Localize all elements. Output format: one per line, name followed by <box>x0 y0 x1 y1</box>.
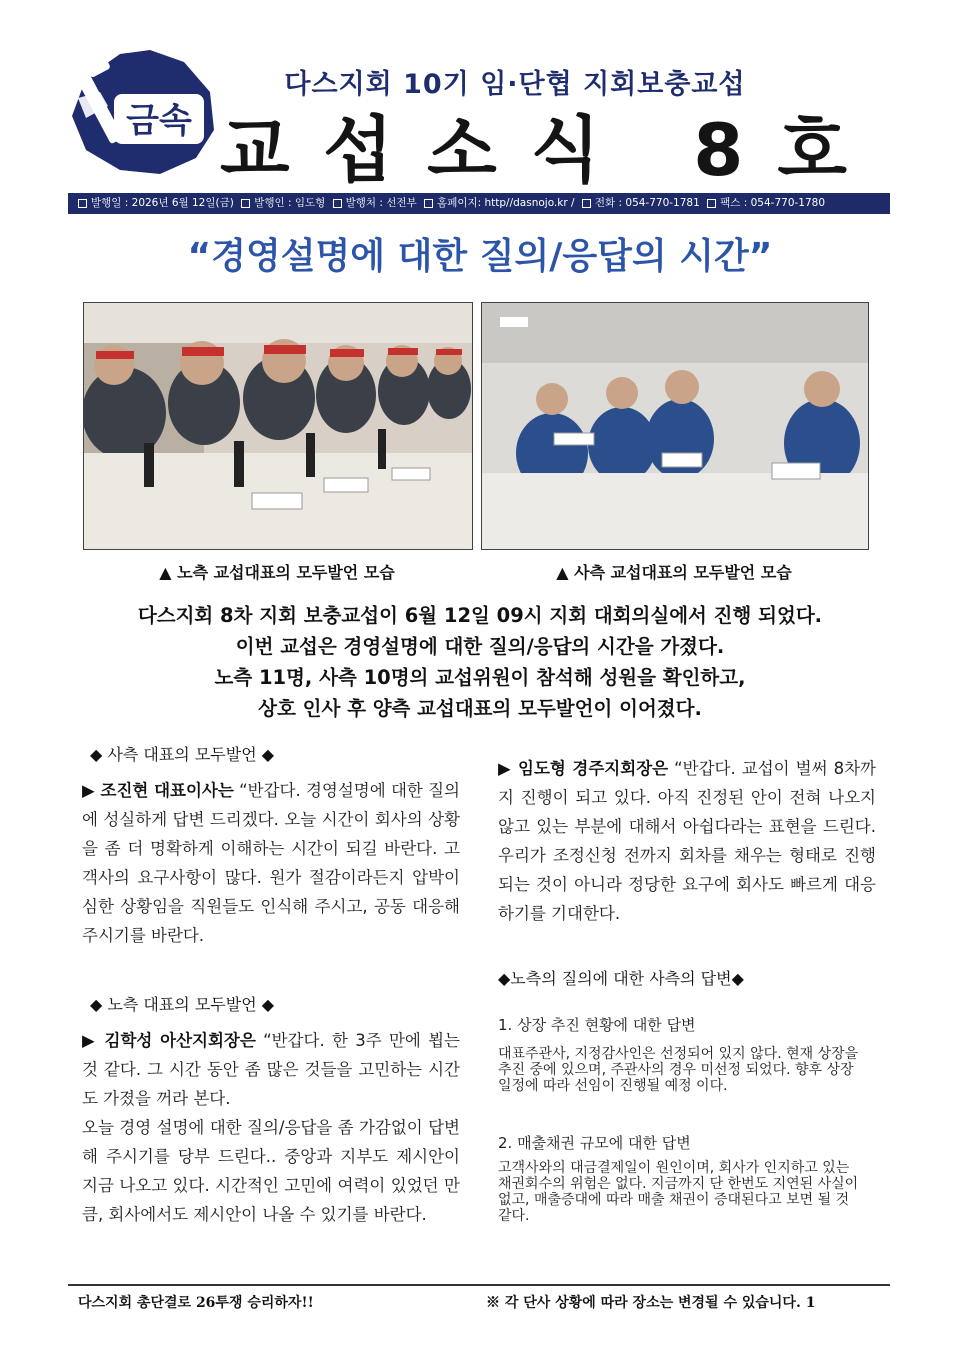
company-speaker: ▶ 조진현 대표이사는 <box>82 781 234 800</box>
logo-text: 금속 <box>126 101 192 141</box>
intro-line: 다스지회 8차 지회 보충교섭이 6월 12일 09시 지회 대회의실에서 진행 되었다. <box>137 604 823 627</box>
company-remarks-text: “반갑다. 경영설명에 대한 질의에 성실하게 답변 드리겠다. 오늘 시간이 회사의 상황을 좀 더 명확하게 이해하는 시간이 되길 바란다. 고객사의 요구사항이 많다. 원가 절감이라든지 압박이 심한 상황임을 직원들도 인식해 주시고, 공동 대응해 주시기를 바란다. <box>82 781 460 945</box>
gyeongju-remarks <box>498 754 876 928</box>
headline: “경영설명에 대한 질의/응답의 시간” <box>187 236 773 277</box>
gyeongju-remarks-text: “반갑다. 교섭이 벌써 8차까지 진행이 되고 있다. 아직 진정된 안이 전혀 나오지 않고 있는 부분에 대해서 아쉽다라는 표현을 드린다. 우리가 조정신청 전까지 회차를 채우는 형태로 진행되는 것이 아니라 정당한 요구에 회사도 빠르게 대응하기를 기대한다. <box>498 759 876 923</box>
intro-paragraph <box>60 600 900 724</box>
intro-line: 이번 교섭은 경영설명에 대한 질의/응답의 시간을 가졌다. <box>235 635 725 658</box>
publication-info-bar <box>68 193 890 214</box>
square-bullet-icon <box>241 199 250 208</box>
company-representatives-photo <box>481 302 869 550</box>
company-remarks-heading: ◆ 사측 대표의 모두발언 ◆ <box>90 745 275 764</box>
page-number: 1 <box>805 1295 816 1311</box>
issuing-department: 발행처 : 선전부 <box>345 197 417 209</box>
intro-line: 상호 인사 후 양측 교섭대표의 모두발언이 이어졌다. <box>258 697 702 720</box>
newsletter-title: 교섭소식 8호 <box>220 108 881 192</box>
union-remarks-heading: ◆ 노측 대표의 모두발언 ◆ <box>90 995 275 1014</box>
union-representatives-photo <box>83 302 473 550</box>
footer-notice <box>486 1292 815 1312</box>
square-bullet-icon <box>707 199 716 208</box>
fax: 팩스 : 054-770-1780 <box>720 197 826 209</box>
union-photo-caption: ▲ 노측 교섭대표의 모두발언 모습 <box>159 563 395 582</box>
question-2: 2. 매출채권 규모에 대한 답변 <box>498 1134 691 1152</box>
question-1: 1. 상장 추진 현황에 대한 답변 <box>498 1016 696 1034</box>
union-speaker: ▶ 김학성 아산지회장은 <box>82 1031 256 1050</box>
footer-divider <box>68 1284 890 1286</box>
square-bullet-icon <box>424 199 433 208</box>
gyeongju-speaker: ▶ 임도형 경주지회장은 <box>498 759 669 778</box>
square-bullet-icon <box>333 199 342 208</box>
union-logo <box>68 46 218 178</box>
union-remarks-text-2: 오늘 경영 설명에 대한 질의/응답을 좀 가감없이 답변해 주시기를 당부 드린다.. 중앙과 지부도 제시안이 지금 나오고 있다. 시간적인 고민에 여력이 있었던 만큼, 회사에서도 제시안이 나올 수 있기를 바란다. <box>82 1118 460 1224</box>
answer-2: 고객사와의 대금결제일이 원인이며, 회사가 인지하고 있는 채권회수의 위험은 없다. 지금까지 단 한번도 지연된 사실이 없고, 매출증대에 따라 매출 채권이 증대된다고 보면 될 것 같다. <box>498 1160 859 1224</box>
union-remarks-text-1: “반갑다. 한 3주 만에 뵙는 것 같다. 그 시간 동안 좀 많은 것들을 고민하는 시간도 가졌을 꺼라 본다. <box>82 1031 460 1108</box>
qa-heading: ◆노측의 질의에 대한 사측의 답변◆ <box>498 969 744 988</box>
issue-date: 발행일 : 2026년 6월 12일(금) <box>91 197 234 209</box>
square-bullet-icon <box>78 199 87 208</box>
intro-line: 노측 11명, 사측 10명의 교섭위원이 참석해 성원을 확인하고, <box>214 666 746 689</box>
phone: 전화 : 054-770-1781 <box>594 197 700 209</box>
newsletter-subtitle: 다스지회 10기 임·단협 지회보충교섭 <box>284 69 746 100</box>
publisher: 발행인 : 임도형 <box>254 197 326 209</box>
footer-slogan: 다스지회 총단결로 26투쟁 승리하자!! <box>78 1295 314 1311</box>
union-remarks <box>82 1026 460 1229</box>
square-bullet-icon <box>582 199 591 208</box>
homepage: 홈페이지: http//dasnojo.kr / <box>437 197 575 209</box>
answer-1: 대표주관사, 지정감사인은 선정되어 있지 않다. 현재 상장을 추진 중에 있으며, 주관사의 경우 미선정 되었다. 향후 상장 일정에 따라 선임이 진행될 예정 이다. <box>498 1046 859 1094</box>
footer-notice-text: ※ 각 단사 상황에 따라 장소는 변경될 수 있습니다. <box>486 1295 801 1311</box>
company-photo-caption: ▲ 사측 교섭대표의 모두발언 모습 <box>556 563 792 582</box>
company-remarks <box>82 776 460 950</box>
